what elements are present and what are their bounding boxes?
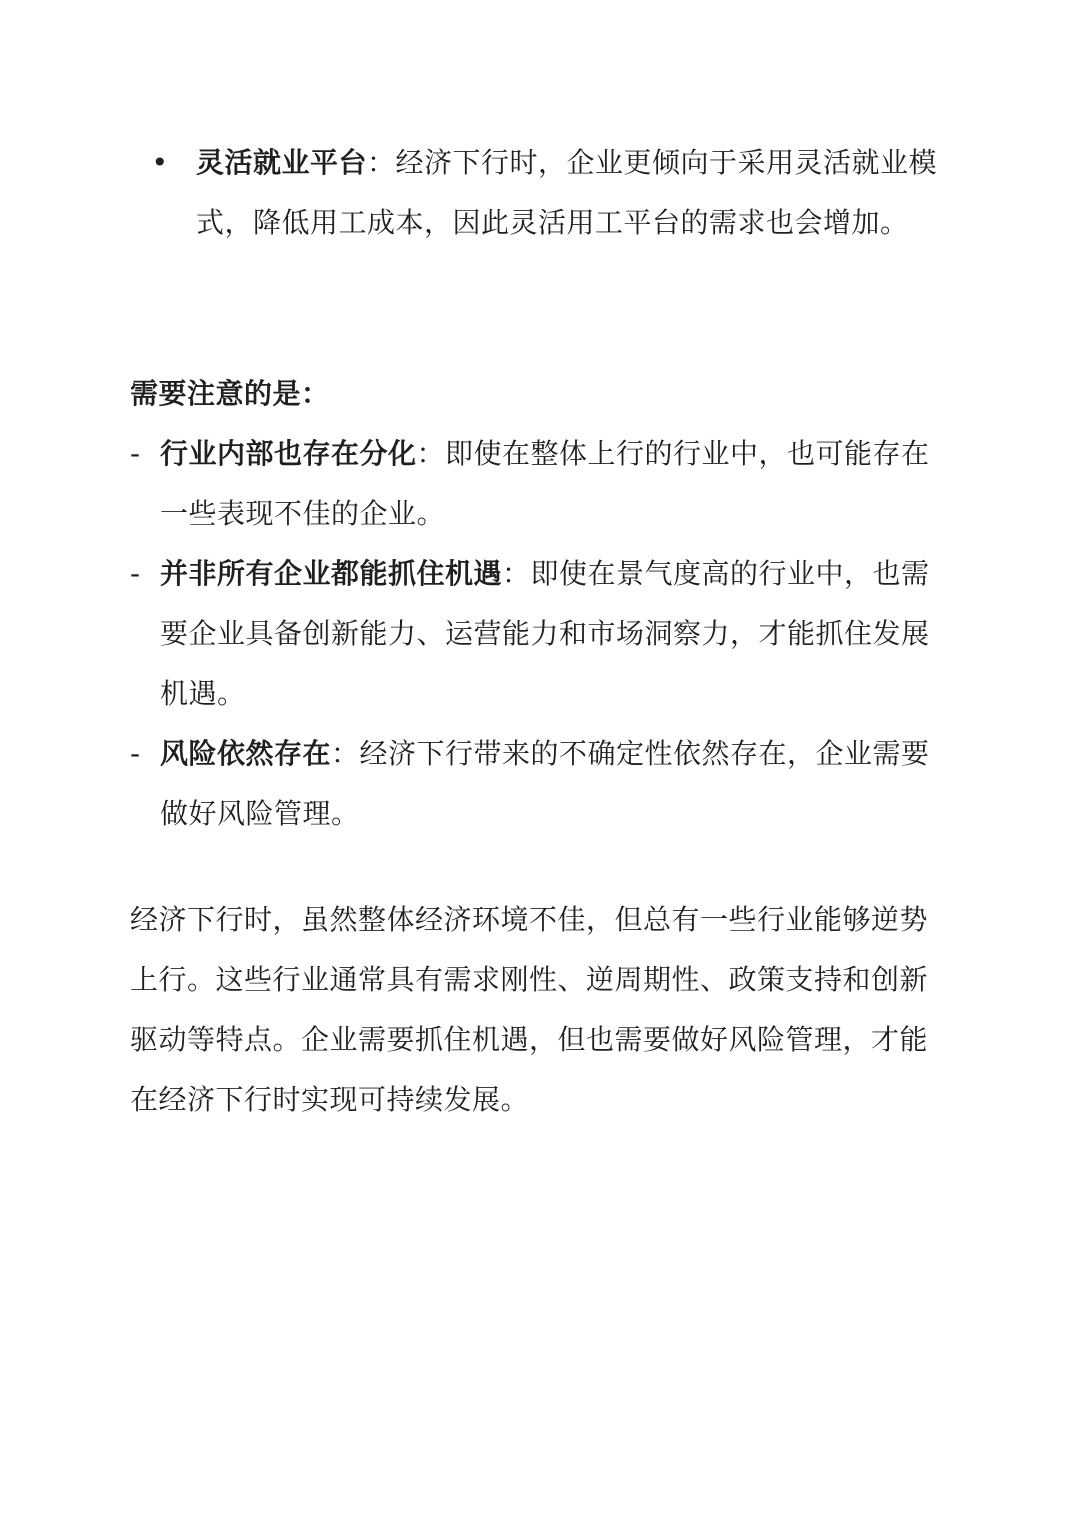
- item-text: 即使在整体上行的行业中，也可能存在一些表现不佳的企业。: [160, 437, 930, 530]
- dash-marker: -: [130, 557, 141, 590]
- item-text: 经济下行时，企业更倾向于采用灵活就业模式，降低用工成本，因此灵活用工平台的需求也会增加。: [196, 146, 938, 239]
- summary-paragraph: 经济下行时，虽然整体经济环境不佳，但总有一些行业能够逆势上行。这些行业通常具有需求刚性、逆周期性、政策支持和创新驱动等特点。企业需要抓住机遇，但也需要做好风险管理，才能在经济下行时实现可持续发展。: [130, 903, 929, 1116]
- list-item: [130, 133, 940, 253]
- list-item: [130, 544, 945, 724]
- item-title: 风险依然存在: [160, 737, 332, 770]
- item-title: 灵活就业平台: [196, 146, 368, 179]
- notes-heading: 需要注意的是：: [130, 377, 330, 410]
- notes-section: [130, 364, 945, 844]
- item-separator: ：: [367, 146, 396, 179]
- item-separator: ：: [331, 737, 360, 770]
- dash-marker: -: [130, 437, 141, 470]
- list-item: [130, 424, 945, 544]
- item-title: 行业内部也存在分化: [160, 437, 417, 470]
- item-title: 并非所有企业都能抓住机遇: [160, 557, 503, 590]
- list-item: [130, 724, 945, 844]
- bullet-list: [130, 133, 940, 253]
- item-separator: ：: [502, 557, 531, 590]
- item-text: 即使在景气度高的行业中，也需要企业具备创新能力、运营能力和市场洞察力，才能抓住发展机遇。: [160, 557, 930, 710]
- item-separator: ：: [416, 437, 446, 470]
- dash-marker: -: [130, 737, 141, 770]
- bullet-marker: •: [151, 146, 169, 179]
- item-text: 经济下行带来的不确定性依然存在，企业需要做好风险管理。: [160, 737, 930, 830]
